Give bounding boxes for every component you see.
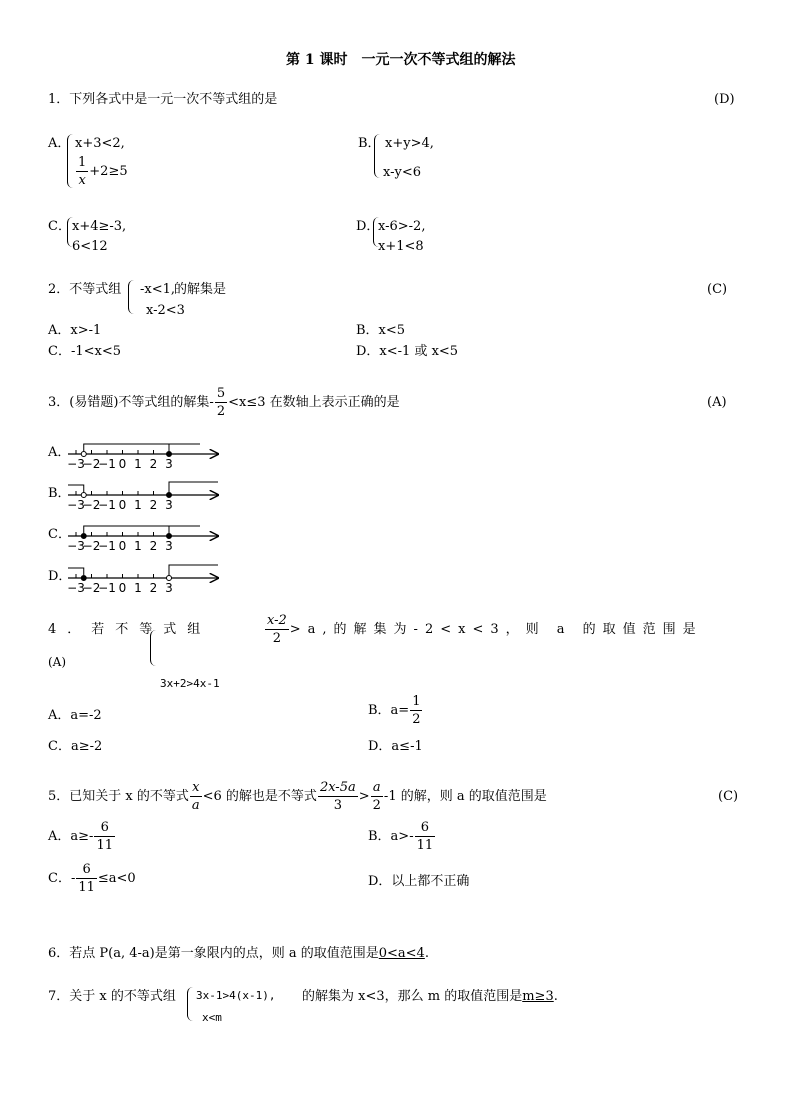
q5-b-num: 6	[415, 820, 436, 837]
q7-stem-post-text: 的解集为 x<3，那么 m 的取值范围是	[302, 989, 523, 1004]
q2-option-c: C．-1<x<5	[48, 344, 121, 359]
q3-option-c-label: C．	[48, 527, 71, 542]
q5-c-num: 6	[76, 862, 97, 879]
q3-b-tick-label: −3	[67, 498, 85, 512]
q5-f3-num: a	[371, 780, 383, 797]
q3-stem	[48, 386, 400, 419]
q4-b-frac-num: 1	[412, 694, 421, 709]
q7-end: .	[553, 989, 558, 1004]
q7-answer: m≥3	[522, 989, 554, 1004]
q5-stem-pre: 5．已知关于 x 的不等式	[48, 789, 189, 804]
q2-answer: (C)	[707, 282, 728, 297]
q5-f1-num: x	[190, 780, 202, 797]
q5-answer: (C)	[718, 789, 739, 804]
q3-d-right-endpoint	[167, 576, 172, 581]
q7-line1: 3x-1>4(x-1),	[196, 989, 276, 1002]
q3-option-d-label: D．	[48, 569, 72, 584]
q1-option-a-line1: x+3<2,	[75, 136, 125, 151]
q4-stem-a: 4．若不等式组	[48, 622, 212, 637]
q4-option-b	[368, 694, 423, 727]
q3-d-right-ray	[169, 565, 218, 578]
q3-c-tick-label: 3	[165, 539, 173, 553]
q6-stem: 6．若点 P(a, 4-a)是第一象限内的点，则 a 的取值范围是	[48, 946, 379, 961]
q3-a-range-bracket	[84, 444, 169, 454]
q1-option-d-line1: x-6>-2,	[378, 219, 426, 234]
q1-option-d-line2: x+1<8	[378, 239, 424, 254]
q2-option-b: B．x<5	[356, 323, 406, 338]
q3-a-tick-label: 3	[165, 457, 173, 471]
q3-d-tick-label: 3	[165, 581, 173, 595]
q5-c-den: 11	[78, 880, 95, 895]
q3-d-tick-label: −1	[98, 581, 116, 595]
q1-option-d-label: D．	[356, 219, 380, 234]
q5-option-b	[368, 820, 436, 853]
q3-c-tick-label: 0	[118, 539, 127, 553]
q2-option-d: D．x<-1 或 x<5	[356, 344, 459, 359]
q5-mid2: >	[358, 789, 370, 804]
q5-option-c-post: ≤a<0	[97, 871, 136, 886]
q4-b-frac-den: 2	[412, 712, 421, 727]
q5-b-den: 11	[416, 838, 434, 853]
q4-option-b-pre: B．a=	[368, 703, 410, 718]
q3-b-tick-label: −2	[82, 498, 101, 512]
q2-stem-pre: 2．不等式组	[48, 282, 122, 297]
q5-option-b-pre: B．a>-	[368, 829, 414, 844]
q4-frac-num: x-2	[267, 613, 287, 628]
q4-frac-den: 2	[272, 631, 282, 646]
q4-frac-part	[264, 613, 703, 646]
q3-c-tick-label: −2	[82, 539, 101, 553]
q3-d-left-endpoint	[81, 576, 86, 581]
q1-option-a-line2	[75, 155, 128, 188]
q6-line	[48, 947, 429, 960]
q3-option-a-label: A．	[48, 445, 71, 460]
q3-b-left-endpoint	[81, 493, 86, 498]
q3-c-tick-label: −1	[98, 539, 116, 553]
q3-c-range-bracket	[84, 526, 169, 536]
q5-a-den: 11	[96, 838, 113, 853]
q3-b-tick-label: −1	[98, 498, 116, 512]
page-title: 第 1 课时 一元一次不等式组的解法	[286, 52, 516, 68]
q3-answer: (A)	[707, 395, 727, 410]
q3-a-left-endpoint	[81, 452, 86, 457]
q4-line2: 3x+2>4x-1	[160, 677, 220, 690]
q3-frac-num: 5	[216, 386, 226, 401]
q3-b-left-ray	[68, 485, 84, 492]
q5-option-a	[48, 820, 116, 853]
q2-option-a: A．x>-1	[48, 323, 102, 338]
q4-brace	[150, 630, 157, 666]
q2-stem-post: 的解集是	[174, 282, 227, 297]
q1-a-frac-num: 1	[78, 155, 87, 170]
q3-b-right-endpoint	[167, 493, 172, 498]
q3-b-tick-label: 3	[165, 498, 173, 512]
q3-a-tick-label: −1	[98, 457, 116, 471]
q3-d-tick-label: 0	[118, 581, 127, 595]
q5-f2-num: 2x-5a	[319, 780, 356, 795]
q1-option-b-line1: x+y>4,	[385, 136, 434, 151]
q7-brace	[187, 987, 194, 1021]
q3-d-tick-label: −2	[82, 581, 101, 595]
q3-a-tick-label: 1	[134, 457, 142, 471]
q6-end: .	[424, 946, 429, 961]
q3-a-right-endpoint	[167, 452, 172, 457]
q1-option-c-label: C．	[48, 219, 71, 234]
q3-c-tick-label: 1	[134, 539, 142, 553]
q2-brace	[128, 280, 135, 314]
q7-stem-post	[302, 990, 558, 1003]
q1-option-b-label: B．	[358, 136, 381, 151]
q3-a-tick-label: −3	[67, 457, 85, 471]
q3-a-tick-label: 0	[118, 457, 127, 471]
q5-f1-den: a	[191, 798, 200, 813]
q3-c-left-endpoint	[81, 534, 86, 539]
q5-f3-den: 2	[372, 798, 381, 813]
q2-line1: -x<1,	[140, 282, 176, 297]
q3-option-b-label: B．	[48, 486, 71, 501]
q5-option-d: D．以上都不正确	[368, 874, 470, 889]
q3-stem-pre: 3．(易错题)不等式组的解集-	[48, 395, 214, 410]
q5-option-a-pre: A．a≥-	[48, 829, 94, 844]
q3-b-right-ray	[169, 482, 218, 495]
q3-d-left-ray	[68, 568, 84, 575]
q1-a-line2-tail: +2≥5	[89, 164, 128, 179]
q1-option-b-line2: x-y<6	[383, 165, 422, 180]
q5-option-c-pre: C．-	[48, 871, 76, 886]
q5-stem	[48, 780, 547, 813]
q1-stem: 1．下列各式中是一元一次不等式组的是	[48, 92, 278, 107]
q1-option-c-line2: 6<12	[72, 239, 108, 254]
q5-mid1: <6 的解也是不等式	[202, 789, 317, 804]
q3-d-tick-label: 2	[149, 581, 158, 595]
q2-line2: x-2<3	[146, 303, 185, 318]
q3-c-right-endpoint	[167, 534, 172, 539]
q3-a-tick-label: 2	[149, 457, 158, 471]
q1-option-a-label: A．	[48, 136, 71, 151]
q5-a-num: 6	[94, 820, 115, 837]
q3-b-tick-label: 1	[134, 498, 142, 512]
q3-number-lines	[60, 420, 290, 600]
q3-frac-den: 2	[216, 404, 226, 419]
q5-stem-post: -1 的解，则 a 的取值范围是	[383, 789, 547, 804]
q3-d-tick-label: 1	[134, 581, 142, 595]
q4-stem-b: >a,的解集为-2<x<3，则 a 的取值范围是	[289, 622, 703, 637]
q5-option-c	[48, 862, 136, 895]
q3-a-tick-label: −2	[82, 457, 101, 471]
q7-line2: x<m	[202, 1011, 222, 1024]
q4-option-d: D．a≤-1	[368, 739, 423, 754]
q4-answer: (A)	[48, 655, 67, 669]
q5-f2-den: 3	[333, 798, 342, 813]
q3-c-tick-label: −3	[67, 539, 85, 553]
q3-c-tick-label: 2	[149, 539, 158, 553]
q1-option-a-brace	[67, 134, 74, 188]
q3-b-tick-label: 2	[149, 498, 158, 512]
q1-answer: (D)	[714, 92, 735, 107]
q1-option-b-brace	[374, 134, 381, 178]
q3-d-tick-label: −3	[67, 581, 85, 595]
q4-option-a: A．a=-2	[48, 708, 102, 723]
q1-a-frac-den: x	[78, 173, 86, 188]
q1-option-c-line1: x+4≥-3,	[72, 219, 127, 234]
q7-stem-pre: 7．关于 x 的不等式组	[48, 989, 176, 1004]
q6-answer: 0<a<4	[378, 946, 425, 961]
q3-stem-post: <x≤3 在数轴上表示正确的是	[228, 395, 400, 410]
q3-b-tick-label: 0	[118, 498, 127, 512]
q4-option-c: C．a≥-2	[48, 739, 103, 754]
